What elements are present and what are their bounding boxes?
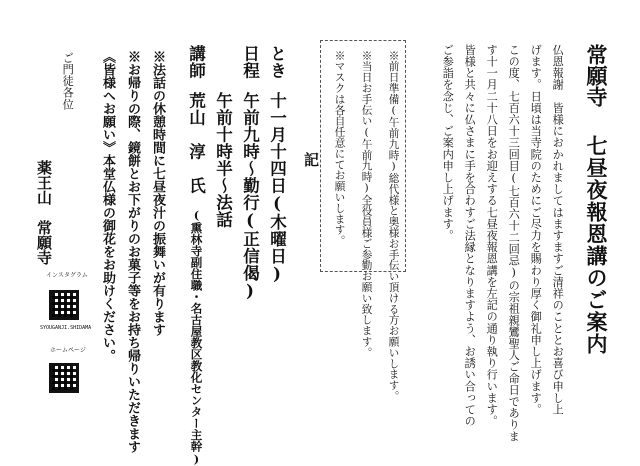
- temple-name: 常願寺: [584, 44, 609, 107]
- detail-lecturer-name: 荒山 淳 氏: [186, 92, 206, 194]
- detail-date-label: とき: [267, 45, 287, 79]
- greeting-line-2: げます。日頃は当寺院のためにご尽力を賜わり厚く御礼申し上げます。: [529, 44, 543, 416]
- temple-signature: 薬王山 常願寺: [35, 160, 53, 265]
- greeting-line-4: す十一月二十八日をお迎えする七昼夜報恩講を左記の通り執り行います。: [485, 44, 499, 427]
- greeting-line-3: この度、七百六十三回目(七百六十二回忌)の宗祖親鸞聖人ご命日でありま: [507, 44, 521, 442]
- note-3: ※マスクは各自任意にてお願いします。: [333, 50, 346, 247]
- ki-mark: 記: [302, 152, 320, 167]
- extra-note-3: 《皆様へお願い》本堂仏様の御花をお助けください。: [100, 50, 115, 362]
- detail-schedule-label: 日程: [240, 45, 260, 79]
- greeting-line-5: 皆様と共々に仏さまに手を合わすご法縁となりますよう、お誘い合っての: [463, 44, 477, 427]
- addressee: ご門徒各位: [61, 52, 75, 110]
- greeting-line-1: 仏恩報謝 皆様におかれましてはますますご清祥のこととお喜び申し上: [551, 44, 565, 416]
- qr-instagram-icon[interactable]: [49, 290, 79, 320]
- extra-note-1: ※法話の休憩時間に七昼夜汁の振舞いが有ります: [150, 50, 165, 336]
- detail-schedule-value1: 午前九時～勤行(正信偈): [240, 92, 260, 301]
- greeting-line-6: ご参詣を念じ、ご案内申し上げます。: [441, 44, 455, 242]
- qr-homepage-icon[interactable]: [49, 363, 79, 393]
- qr-homepage-label: ホームページ: [50, 347, 86, 354]
- qr-instagram-caption: SYOUGANJI.SHIDAMA: [40, 325, 92, 331]
- event-title: 七昼夜報恩講のご案内: [584, 135, 609, 355]
- detail-schedule-value2: 午前十時半～法話: [213, 92, 233, 228]
- detail-lecturer-title: (熏林寺副住職・名古屋教区教化センター主幹): [189, 208, 204, 466]
- detail-lecturer-label: 講師: [186, 45, 206, 79]
- note-2: ※当日お手伝い(午前九時)全役員様ご参勤お願い致します。: [360, 50, 373, 358]
- extra-note-2: ※お帰りの際、鏡餅とお下がりのお菓子等をお持ち帰りいただきます: [125, 50, 140, 453]
- qr-instagram-label: インスタグラム: [46, 272, 88, 279]
- detail-date-value: 十一月十四日(木曜日): [267, 92, 287, 284]
- note-1: ※前日準備(午前九時)総代様と奥様お手伝い頂ける方お願いします。: [387, 50, 400, 402]
